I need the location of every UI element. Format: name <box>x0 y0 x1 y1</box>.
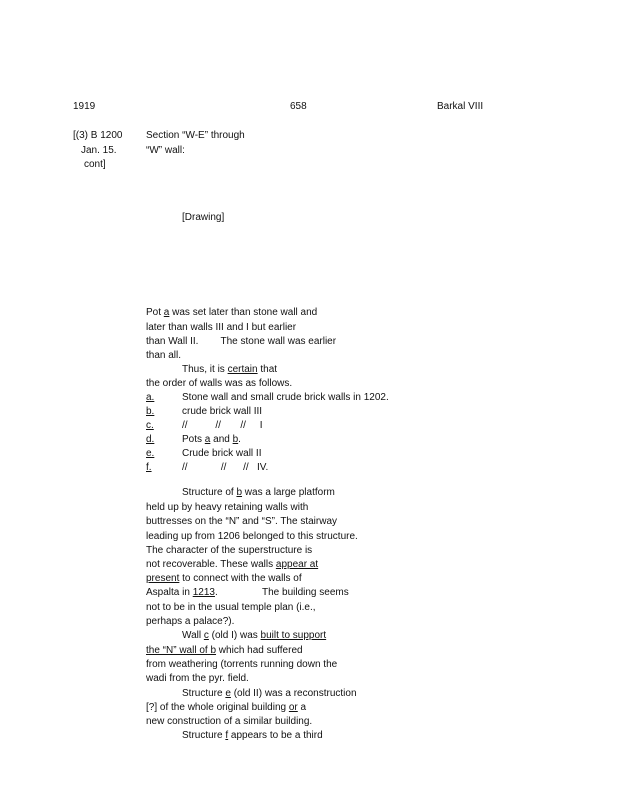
paragraph-line: Wall c (old I) was built to support <box>182 630 327 641</box>
paragraph-line: Structure f appears to be a third <box>182 730 323 741</box>
paragraph-line: Pot a was set later than stone wall and <box>146 307 318 318</box>
paragraph-line: buttresses on the “N” and “S”. The stairway <box>146 516 338 527</box>
paragraph-line: The character of the superstructure is <box>146 545 313 556</box>
header-year: 1919 <box>73 101 96 112</box>
header-title: Barkal VIII <box>437 101 484 112</box>
paragraph-line: Aspalta in 1213. The building seems <box>146 587 349 598</box>
paragraph-line: wadi from the pyr. field. <box>146 673 249 684</box>
section-heading-line: “W” wall: <box>146 145 185 156</box>
list-item: c. // // // I <box>146 420 263 431</box>
paragraph-line: present to connect with the walls of <box>146 573 302 584</box>
paragraph-line: Structure of b was a large platform <box>182 487 335 498</box>
paragraph-line: Thus, it is certain that <box>182 364 278 375</box>
margin-note-line: [(3) B 1200 <box>73 130 123 141</box>
list-item: b. crude brick wall III <box>146 406 263 417</box>
paragraph-line: perhaps a palace?). <box>146 616 235 627</box>
paragraph-line: not recoverable. These walls appear at <box>146 559 319 570</box>
page-number: 658 <box>290 101 307 112</box>
paragraph-line: than Wall II. The stone wall was earlier <box>146 336 337 347</box>
paragraph-line: the order of walls was as follows. <box>146 378 293 389</box>
margin-note-line: Jan. 15. <box>81 145 117 156</box>
list-item: f. // // // IV. <box>146 462 269 473</box>
paragraph-line: Structure e (old II) was a reconstruction <box>182 688 357 699</box>
paragraph-line: new construction of a similar building. <box>146 716 313 727</box>
list-item: a. Stone wall and small crude brick walls in 1202. <box>146 392 389 403</box>
section-heading-line: Section “W-E” through <box>146 130 245 141</box>
paragraph-line: than all. <box>146 350 182 361</box>
list-item: e. Crude brick wall II <box>146 448 262 459</box>
margin-note-line: cont] <box>84 159 106 170</box>
paragraph-line: leading up from 1206 belonged to this structure. <box>146 531 358 542</box>
paragraph-line: later than walls III and I but earlier <box>146 322 297 333</box>
paragraph-line: from weathering (torrents running down the <box>146 659 338 670</box>
paragraph-line: [?] of the whole original building or a <box>146 702 307 713</box>
drawing-placeholder: [Drawing] <box>182 212 225 223</box>
paragraph-line: the “N” wall of b which had suffered <box>146 645 303 656</box>
list-item: d. Pots a and b. <box>146 434 241 445</box>
paragraph-line: not to be in the usual temple plan (i.e., <box>146 602 316 613</box>
paragraph-line: held up by heavy retaining walls with <box>146 502 309 513</box>
